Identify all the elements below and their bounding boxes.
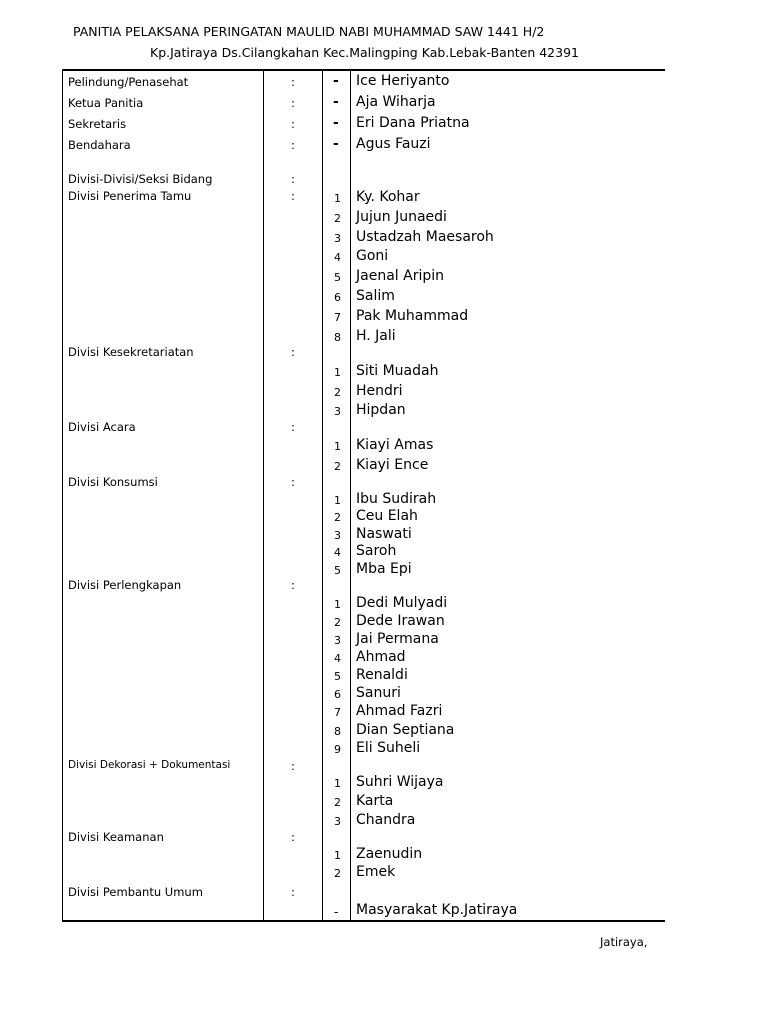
colon: :: [291, 96, 295, 110]
member-name: Dede Irawan: [356, 613, 445, 629]
member-number: 2: [334, 796, 341, 809]
member-number: 5: [334, 271, 341, 284]
member-number: -: [334, 905, 339, 919]
colon: :: [291, 189, 295, 203]
role-label: Sekretaris: [68, 117, 127, 131]
member-number: 1: [334, 366, 341, 379]
member-number: 4: [334, 251, 341, 264]
member-name: Hendri: [356, 383, 403, 399]
member-name: Renaldi: [356, 667, 408, 683]
division-label: Divisi Pembantu Umum: [68, 885, 203, 899]
member-number: 1: [334, 598, 341, 611]
member-number: 1: [334, 849, 341, 862]
colon: :: [291, 138, 295, 152]
colon: :: [291, 420, 295, 434]
member-name: Ustadzah Maesaroh: [356, 229, 494, 245]
member-name: Jujun Junaedi: [356, 209, 447, 225]
member-name: Eri Dana Priatna: [356, 115, 470, 131]
member-name: Jai Permana: [356, 631, 439, 647]
member-name: Siti Muadah: [356, 363, 439, 379]
member-name: Chandra: [356, 812, 416, 828]
document-address: Kp.Jatiraya Ds.Cilangkahan Kec.Malingping Kab.Lebak-Banten 42391: [150, 45, 579, 60]
dash-mark: -: [333, 115, 339, 131]
member-number: 7: [334, 311, 341, 324]
member-name: Ahmad: [356, 649, 406, 665]
member-name: Kiayi Ence: [356, 457, 429, 473]
member-number: 2: [334, 511, 341, 524]
member-name: Suhri Wijaya: [356, 774, 444, 790]
member-name: Eli Suheli: [356, 740, 421, 756]
member-name: Sanuri: [356, 685, 401, 701]
document-title: PANITIA PELAKSANA PERINGATAN MAULID NABI MUHAMMAD SAW 1441 H/2: [73, 24, 545, 39]
member-name: Salim: [356, 288, 395, 304]
member-number: 6: [334, 291, 341, 304]
member-name: Kiayi Amas: [356, 437, 434, 453]
colon: :: [291, 830, 295, 844]
member-name: Hipdan: [356, 402, 406, 418]
dash-mark: -: [333, 136, 339, 152]
member-number: 3: [334, 405, 341, 418]
member-name: Aja Wiharja: [356, 94, 436, 110]
member-name: Zaenudin: [356, 846, 423, 862]
member-number: 2: [334, 616, 341, 629]
member-name: Saroh: [356, 543, 397, 559]
member-number: 3: [334, 815, 341, 828]
committee-table: [62, 69, 665, 922]
member-number: 7: [334, 706, 341, 719]
column-divider: [322, 71, 323, 920]
member-name: H. Jali: [356, 328, 396, 344]
role-label: Pelindung/Penasehat: [68, 75, 189, 89]
place-date-line: Jatiraya,: [600, 935, 648, 949]
member-number: 1: [334, 440, 341, 453]
member-name: Ahmad Fazri: [356, 703, 443, 719]
member-name: Goni: [356, 248, 389, 264]
colon: :: [291, 759, 295, 773]
member-name: Masyarakat Kp.Jatiraya: [356, 902, 518, 918]
member-name: Dedi Mulyadi: [356, 595, 448, 611]
member-number: 2: [334, 867, 341, 880]
member-number: 2: [334, 386, 341, 399]
division-label: Divisi Dekorasi + Dokumentasi: [68, 759, 231, 771]
division-label: Divisi Acara: [68, 420, 136, 434]
member-number: 5: [334, 670, 341, 683]
member-number: 4: [334, 652, 341, 665]
role-label: Ketua Panitia: [68, 96, 144, 110]
member-number: 3: [334, 529, 341, 542]
member-name: Mba Epi: [356, 561, 412, 577]
member-name: Ice Heriyanto: [356, 73, 450, 89]
division-label: Divisi Kesekretariatan: [68, 345, 194, 359]
member-name: Ceu Elah: [356, 508, 418, 524]
colon: :: [291, 172, 295, 186]
colon: :: [291, 475, 295, 489]
dash-mark: -: [333, 94, 339, 110]
member-number: 3: [334, 634, 341, 647]
member-name: Ky. Kohar: [356, 189, 420, 205]
divisions-header-label: Divisi-Divisi/Seksi Bidang: [68, 172, 213, 186]
column-divider: [263, 71, 264, 920]
member-number: 9: [334, 743, 341, 756]
colon: :: [291, 117, 295, 131]
member-name: Jaenal Aripin: [356, 268, 444, 284]
member-number: 2: [334, 460, 341, 473]
member-number: 2: [334, 212, 341, 225]
member-number: 4: [334, 546, 341, 559]
member-name: Ibu Sudirah: [356, 491, 437, 507]
member-name: Agus Fauzi: [356, 136, 431, 152]
member-number: 3: [334, 232, 341, 245]
colon: :: [291, 345, 295, 359]
division-label: Divisi Penerima Tamu: [68, 189, 192, 203]
member-name: Karta: [356, 793, 394, 809]
member-name: Naswati: [356, 526, 412, 542]
role-label: Bendahara: [68, 138, 131, 152]
member-number: 6: [334, 688, 341, 701]
colon: :: [291, 75, 295, 89]
member-name: Emek: [356, 864, 396, 880]
column-divider: [350, 71, 351, 920]
member-number: 5: [334, 564, 341, 577]
division-label: Divisi Konsumsi: [68, 475, 158, 489]
colon: :: [291, 885, 295, 899]
member-name: Pak Muhammad: [356, 308, 469, 324]
member-number: 1: [334, 192, 341, 205]
member-number: 8: [334, 331, 341, 344]
division-label: Divisi Keamanan: [68, 830, 164, 844]
member-number: 8: [334, 725, 341, 738]
member-number: 1: [334, 777, 341, 790]
member-number: 1: [334, 494, 341, 507]
colon: :: [291, 578, 295, 592]
member-name: Dian Septiana: [356, 722, 455, 738]
dash-mark: -: [333, 73, 339, 89]
division-label: Divisi Perlengkapan: [68, 578, 182, 592]
